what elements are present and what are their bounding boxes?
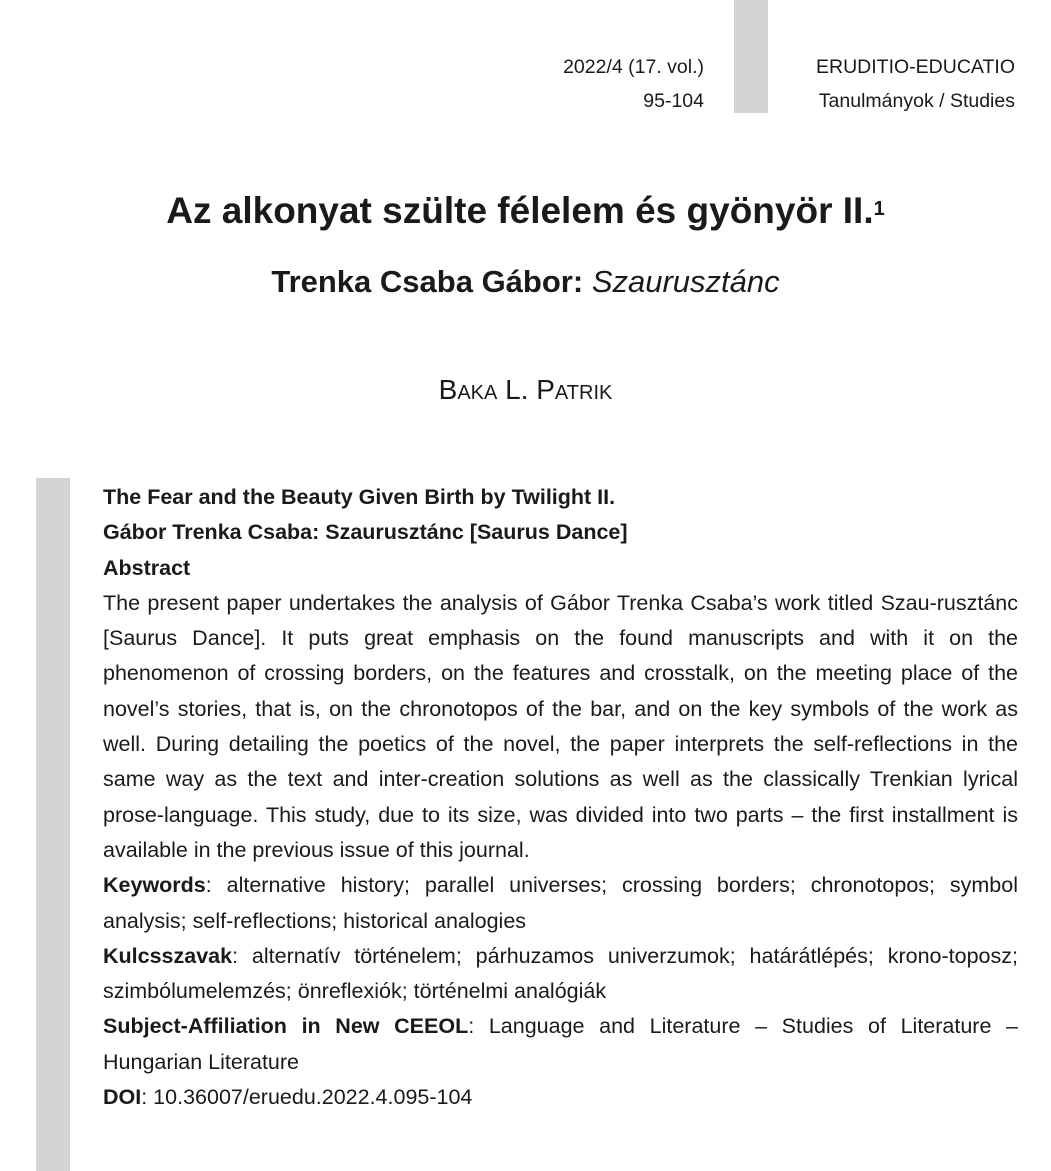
paper-title [0, 188, 1051, 234]
subtitle-author: Trenka Csaba Gábor: [271, 264, 584, 299]
subtitle-work: Szaurusztánc [591, 264, 780, 299]
journal-name: ERUDITIO-EDUCATIO [816, 56, 1015, 78]
kulcsszavak-label: Kulcsszavak [103, 943, 233, 968]
issue-number: 2022/4 (17. vol.) [563, 56, 704, 78]
abstract-body: The present paper undertakes the analysis of Gábor Trenka Csaba’s work titled Szau-rusztánc [Saurus Dance]. It puts great emphasis on the found manuscripts and with it on the phenomenon of crossing borders, on the features and crosstalk, on the meeting place of the novel’s stories, that is, on the chronotopos of the bar, and on the key symbols of the work as well. During detailing the poetics of the novel, the paper interprets the self-reflections in the same way as the text and inter-creation solutions as well as the classically Trenkian lyrical prose-language. This study, due to its size, was divided into two parts – the first installment is available in the previous issue of this journal. [103, 590, 1018, 862]
keywords-text: : alternative history; parallel universes; crossing borders; chronotopos; symbol analysis; self-reflections; historical analogies [103, 873, 1018, 933]
page-range: 95-104 [643, 90, 704, 112]
keywords-label: Keywords [103, 873, 206, 898]
kulcsszavak-text: : alternatív történelem; párhuzamos univerzumok; határátlépés; krono-toposz; szimbólumelemzés; önreflexiók; történelmi analógiák [103, 943, 1018, 1004]
english-title-line1: The Fear and the Beauty Given Birth by Twilight II. [103, 485, 616, 509]
abstract-section [103, 480, 1018, 1115]
doi-label: DOI [103, 1085, 142, 1110]
subject-label: Subject-Affiliation in New CEEOL [103, 1014, 469, 1039]
subject-text: : Language and Literature – Studies of Literature – Hungarian Literature [103, 1014, 1018, 1074]
kulcsszavak-line [103, 939, 1018, 1010]
journal-info [816, 50, 1015, 118]
footnote-mark[interactable]: 1 [873, 198, 885, 220]
section-name: Tanulmányok / Studies [818, 90, 1015, 112]
paper-subtitle [0, 262, 1051, 302]
keywords-line [103, 868, 1018, 939]
paper-title-text: Az alkonyat szülte félelem és gyönyör II. [166, 190, 874, 231]
abstract-side-bar [36, 478, 70, 1171]
doi-line [103, 1080, 1018, 1115]
doi-text[interactable]: : 10.36007/eruedu.2022.4.095-104 [141, 1085, 473, 1110]
abstract-heading: Abstract [103, 555, 191, 580]
header-divider-bar [734, 0, 768, 113]
author-name: Baka L. Patrik [438, 374, 613, 405]
english-title-line2: Gábor Trenka Csaba: Szaurusztánc [Saurus Dance] [103, 520, 628, 545]
issue-info [563, 50, 704, 118]
subject-line [103, 1009, 1018, 1080]
